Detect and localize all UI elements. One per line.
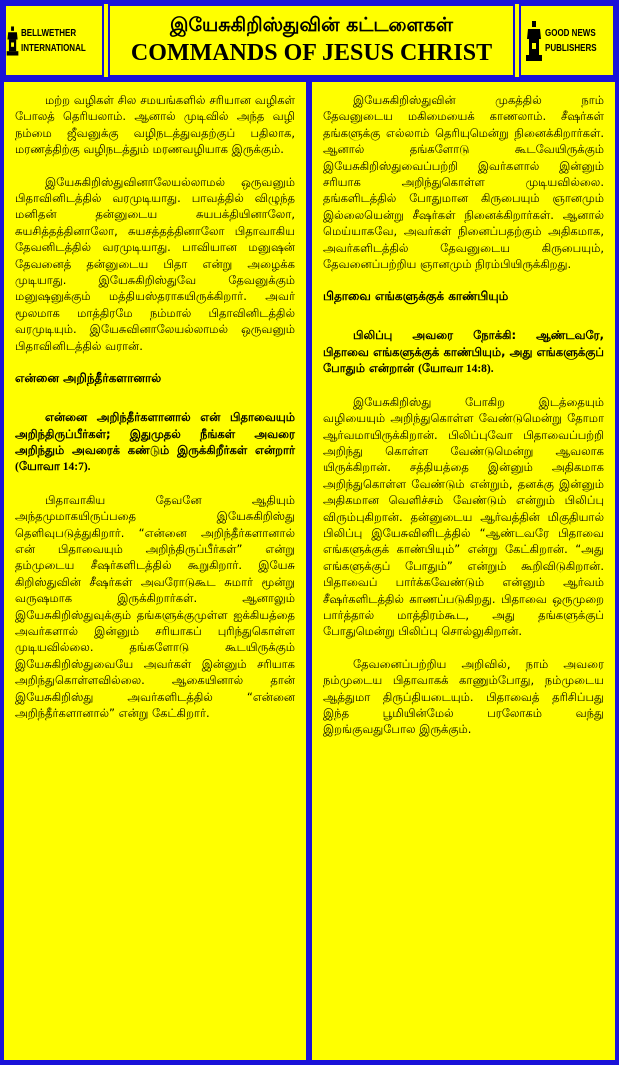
bellwether-logo (4, 4, 104, 77)
logo-line-2: INTERNATIONAL (21, 42, 86, 54)
paragraph: இயேசுகிறிஸ்துவின் முகத்தில் நாம் தேவனுடைய மகிமையைக் காணலாம். சீஷர்கள் தங்களுக்கு எல்லாம் தெரியுமென்று நினைக்கிறார்கள். ஆனால் தங்களோடு கூடவேயிருக்கும் இயேசுகிறிஸ்துவைப்பற்றி இவர்களால் இன்னும் சரியாக அறிந்துகொள்ள முடியவில்லை. தங்களிடத்தில் போதுமான கிருபையும் ஞானமும் இல்லையென்று சீஷர்கள் நினைக்கிறார்கள். ஆனால் மெய்யாகவே, அவர்கள் நினைப்பதற்கும் அதிகமாக, அவர்களிடத்தில் தேவனுடைய கிருபையும், தேவனைப்பற்றிய ஞானமும் நிரம்பியிருக்கிறது. (323, 93, 604, 272)
bellwether-logo-text (21, 26, 86, 56)
bell-tower-icon (525, 19, 543, 63)
scripture-quote (323, 327, 604, 377)
paragraph: மற்ற வழிகள் சில சமயங்களில் சரியான வழிகள் போலத் தெரியலாம். ஆனால் முடிவில் அந்த வழி நம்மை ஜீவனுக்கு வழிநடத்துவதற்குப் பதிலாக, மரணத்திற்கு வழிநடத்தும் மரணவழியாக இருக்கும். (15, 93, 295, 157)
quote-reference: (யோவா 14:7). (15, 461, 91, 474)
section-heading: என்னை அறிந்தீர்களானால் (15, 371, 162, 386)
paragraph: இயேசுகிறிஸ்து போகிற இடத்தையும் வழியையும் அறிந்துகொள்ள வேண்டுமென்று தோமா ஆர்வமாயிருக்கிறான். பிலிப்புவோ பிதாவைப்பற்றி அறிந்து கொள்ள வேண்டுமென்று ஆவலாக யிருக்கிறான். சத்தியத்தை இன்னும் அதிகமாக அறிந்துகொள்ள வேண்டும் என்றும், தனக்கு இன்னும் அதிகமான வெளிச்சம் வேண்டும் என்றும் பிலிப்பு விரும்புகிறான். தன்னுடைய ஆர்வத்தின் மிகுதியால் பிலிப்பு இயேசுவினிடத்தில் “ஆண்டவரே பிதாவை எங்களுக்குக் காண்பியும்” என்று கேட்கிறான். “அது எங்களுக்குப் போதும்” என்றும் கூறிவிடுகிறான். பிதாவைப் பார்க்கவேண்டும் என்னும் ஆர்வம் சீஷர்களிடத்தில் காணப்படுகிறது. பிதாவை ஒருமுறை பார்த்தால் மாத்திரம்கூட, அது தங்களுக்குப் போதுமென்று பிலிப்பு சொல்லுகிறான். (323, 394, 604, 639)
right-column (312, 82, 615, 1060)
quote-text: பிலிப்பு அவரை நோக்கி: ஆண்டவரே, பிதாவை எங்களுக்குக் காண்பியும், அது எங்களுக்குப் போதும் என்றான் (323, 328, 604, 376)
paragraph: இயேசுகிறிஸ்துவினாலேயல்லாமல் ஒருவனும் பிதாவினிடத்தில் வரமுடியாது. பாவத்தில் விழுந்த மனிதன் தன்னுடைய சுயபக்தியினாலோ, சுயசித்தத்தினாலோ, சுயசத்தத்தினாலோ பிதாவாகிய தேவனிடத்தில் வரமுடியாது. பாவியான மனுஷன் தேவனைத் தன்னுடைய பிதா என்று அழைக்க முடியாது. இயேசுகிறிஸ்துவே தேவனுக்கும் மனுஷனுக்கும் மத்தியஸ்தராகயிருக்கிறார். அவர் மூலமாக மாத்திரமே நம்மால் பிதாவினிடத்தில் வரமுடியும். இயேசுவினாலேயல்லாமல் ஒருவனும் பிதாவினிடத்தில் வரான். (15, 174, 295, 353)
logo-line-1: BELLWETHER (21, 27, 77, 39)
bell-tower-icon (6, 19, 19, 63)
scripture-quote (15, 409, 295, 476)
title-tamil: இயேசுகிறிஸ்துவின் கட்டளைகள் (170, 14, 453, 36)
good-news-logo-text (545, 26, 597, 56)
title-block (108, 4, 515, 77)
section-heading: பிதாவை எங்களுக்குக் காண்பியும் (323, 289, 509, 304)
paragraph: பிதாவாகிய தேவனே ஆதியும் அந்தமுமாகயிருப்பதை இயேசுகிறிஸ்து தெளிவுபடுத்துகிறார். “என்னை அறிந்தீர்களானால் என் பிதாவையும் அறிந்திருப்பீர்கள்” என்று தம்முடைய சீஷர்களிடத்தில் கூறுகிறார். இயேசு கிறிஸ்துவின் சீஷர்கள் அவரோடுகூட சுமார் மூன்று வருஷமாக இருக்கிறார்கள். ஆனாலும் இயேசுகிறிஸ்துவுக்கும் தங்களுக்குமுள்ள ஐக்கியத்தை அவர்களால் இன்னும் சரியாகப் புரிந்துகொள்ள முடியவில்லை. தங்களோடு கூடயிருக்கும் இயேசுகிறிஸ்துவையே அவர்கள் இன்னும் சரியாக அறிந்துகொள்ளவில்லை. ஆகையினால் தான் இயேசுகிறிஸ்து அவர்களிடத்தில் “என்னை அறிந்தீர்களானால்” என்று கேட்கிறார். (15, 492, 295, 720)
logo-line-1: GOOD NEWS (544, 27, 596, 39)
header-banner (4, 4, 615, 77)
title-english: COMMANDS OF JESUS CHRIST (130, 40, 493, 66)
paragraph: தேவனைப்பற்றிய அறிவில், நாம் அவரை நம்முடைய பிதாவாகக் காணும்போது, நம்முடைய ஆத்துமா திருப்தியடையும். பிதாவைத் தரிசிப்பது இந்த பூமியின்மேல் பரலோகம் வந்து இறங்குவதுபோல இருக்கும். (323, 656, 604, 737)
quote-text: என்னை அறிந்தீர்களானால் என் பிதாவையும் அறிந்திருப்பீர்கள்; இதுமுதல் நீங்கள் அவரை அறிந்தும் அவரைக் கண்டும் இருக்கிறீர்கள் என்றார் (15, 410, 295, 457)
good-news-logo (519, 4, 615, 77)
logo-line-2: PUBLISHERS (544, 42, 597, 54)
quote-reference: (யோவா 14:8). (418, 363, 494, 376)
left-column (4, 82, 306, 1060)
